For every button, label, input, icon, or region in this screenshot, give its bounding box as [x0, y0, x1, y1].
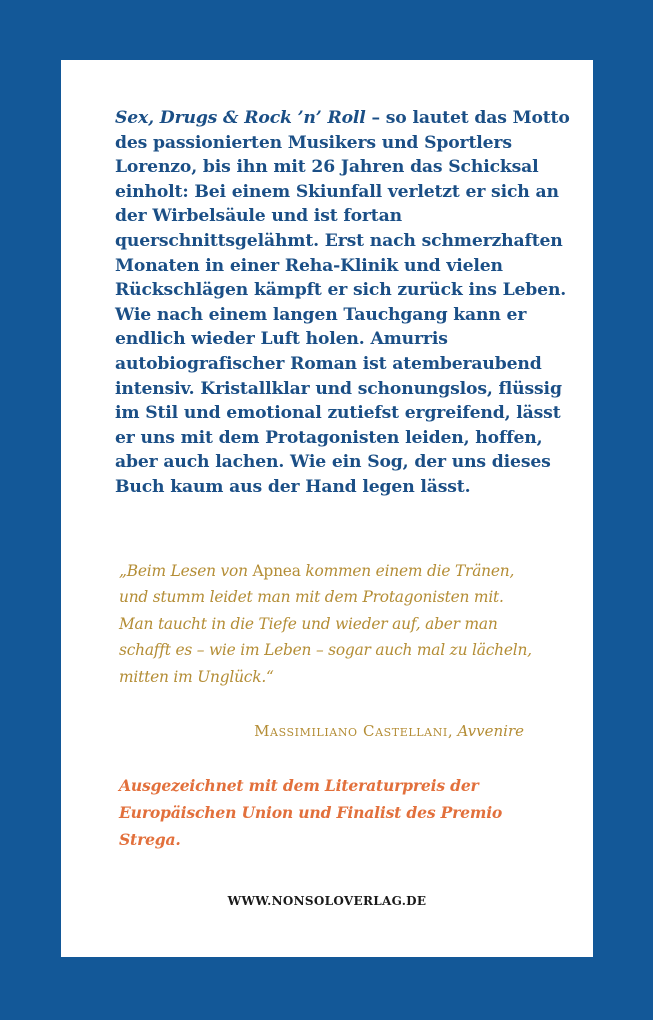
quote-open-mark: „	[119, 562, 127, 580]
blurb-text: – so lautet das Motto des passionierten Musikers und Sportlers Lorenzo, bis ihn mit 26 Jahren das Schicksal einholt: Bei einem Skiunfall verletzt er sich an der Wirbelsäule und ist fortan querschnittsgelähmt. Erst nach schmerzhaften Monaten in einer Reha-Klinik und vielen Rückschlägen kämpft er sich zurück ins Leben. Wie nach einem langen Tauchgang kann er endlich wieder Luft holen. Amurris autobiografischer Roman ist atemberaubend intensiv. Kristallklar und schonungslos, flüssig im Stil und emotional zutiefst ergreifend, lässt er uns mit dem Protagonisten leiden, hoffen, aber auch lachen. Wie ein Sog, der uns dieses Buch kaum aus der Hand legen lässt.	[115, 108, 570, 497]
award-note: Ausgezeichnet mit dem Literaturpreis der Europäischen Union und Finalist des Premio Strega.	[119, 776, 503, 849]
quote-text-part2: kommen einem die Tränen, und stumm leidet man mit dem Protagonisten mit. Man taucht in die Tiefe und wieder auf, aber man schafft es – wie im Leben – sogar auch mal zu lächeln, mitten im Unglück.	[119, 562, 532, 686]
attribution-name: Massimiliano Castellani	[254, 722, 448, 740]
publisher-url: WWW.NONSOLOVERLAG.DE	[227, 894, 427, 908]
quote-attribution	[119, 718, 524, 744]
review-quote	[119, 558, 539, 690]
blurb-lead: Sex, Drugs & Rock ’n’ Roll	[115, 108, 366, 128]
quote-close-mark: “	[266, 667, 274, 686]
text-panel	[61, 60, 593, 957]
attribution-separator: ,	[447, 722, 458, 740]
blurb-paragraph	[115, 106, 575, 500]
quote-book-title: Apnea	[252, 562, 301, 580]
quote-text-part1: Beim Lesen von	[126, 562, 253, 580]
attribution-source: Avvenire	[457, 722, 524, 740]
